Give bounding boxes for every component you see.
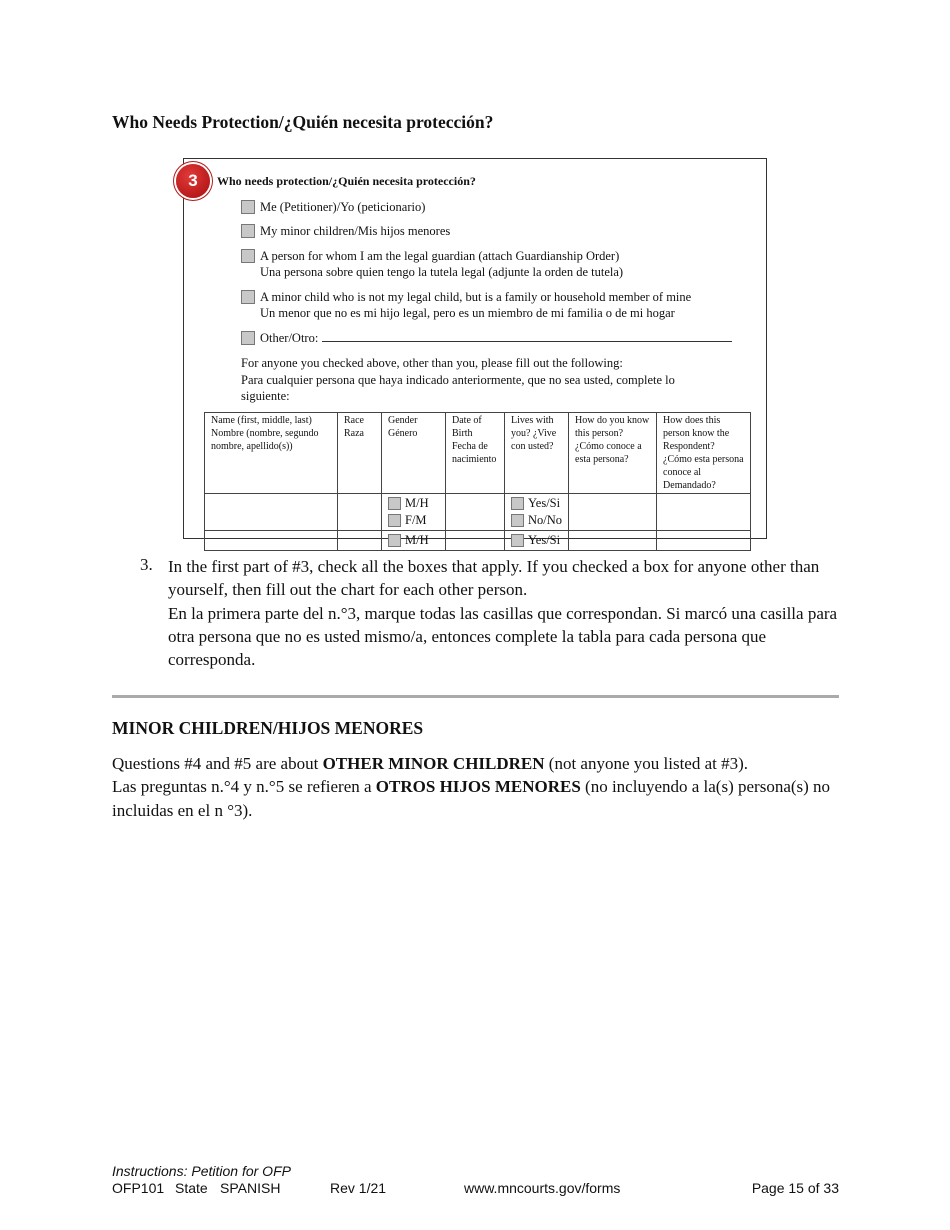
footer-form-id: OFP101 <box>112 1180 165 1196</box>
section-number-badge: 3 <box>176 164 210 198</box>
footer-url[interactable]: www.mncourts.gov/forms <box>464 1180 621 1196</box>
other-blank-line <box>322 330 732 342</box>
header-name: Name (first, middle, last) Nombre (nombre, segundo nombre, apellido(s)) <box>205 413 338 494</box>
checkbox[interactable] <box>241 200 255 214</box>
footer-jurisdiction: State <box>175 1180 208 1196</box>
item-text: In the first part of #3, check all the boxes that apply. If you checked a box for anyone other than yourself, then fill out the chart for each other person. En la primera parte del n.°3, marque todas las casillas que correspondan. Si marcó una casilla para otra persona que no es usted mismo/a, entonces complete la tabla para cada persona que corresponda. <box>168 557 838 670</box>
header-dob: Date of Birth Fecha de nacimiento <box>446 413 505 494</box>
form-option-minor-children: My minor children/Mis hijos menores <box>241 223 450 239</box>
checkbox[interactable] <box>511 514 524 527</box>
item-number: 3. <box>140 555 153 574</box>
checkbox[interactable] <box>388 514 401 527</box>
form-option-other: Other/Otro: <box>241 330 732 346</box>
subsection-body: Questions #4 and #5 are about OTHER MINOR CHILDREN (not anyone you listed at #3). Las preguntas n.°4 y n.°5 se refieren a OTROS HIJOS MENORES (no incluyendo a la(s) persona(s) no incluidas en el n °3). <box>112 754 831 820</box>
footer-page-number: Page 15 of 33 <box>751 1180 839 1196</box>
header-race: Race Raza <box>338 413 382 494</box>
form-excerpt <box>183 158 767 547</box>
checkbox[interactable] <box>241 290 255 304</box>
footer-language: SPANISH <box>220 1180 281 1196</box>
subsection-title: MINOR CHILDREN/HIJOS MENORES <box>112 718 424 738</box>
header-how-know: How do you know this person? ¿Cómo conoce a esta persona? <box>569 413 657 494</box>
checkbox[interactable] <box>388 534 401 547</box>
form-option-guardian: A person for whom I am the legal guardian (attach Guardianship Order) Una persona sobre quien tengo la tutela legal (adjunte la orden de tutela) <box>241 248 623 280</box>
header-respondent: How does this person know the Respondent? ¿Cómo esta persona conoce al Demandado? <box>657 413 751 494</box>
table-row: M/H Yes/Si <box>205 531 751 551</box>
form-instruction: For anyone you checked above, other than you, please fill out the following: Para cualquier persona que haya indicado anteriormente, que no sea usted, complete lo siguiente: <box>241 356 675 403</box>
section-title: Who Needs Protection/¿Quién necesita protección? <box>112 112 494 132</box>
form-option-household-child: A minor child who is not my legal child, but is a family or household member of mine Un menor que no es mi hijo legal, pero es un miembro de mi familia o de mi hogar <box>241 289 691 321</box>
page-footer <box>112 1163 839 1197</box>
checkbox[interactable] <box>241 331 255 345</box>
checkbox[interactable] <box>511 497 524 510</box>
checkbox[interactable] <box>388 497 401 510</box>
header-lives-with: Lives with you? ¿Vive con usted? <box>505 413 569 494</box>
person-table <box>204 412 751 551</box>
checkbox[interactable] <box>511 534 524 547</box>
footer-revision: Rev 1/21 <box>330 1180 387 1196</box>
form-question: Who needs protection/¿Quién necesita protección? <box>217 174 476 188</box>
footer-doc-title: Instructions: Petition for OFP <box>112 1163 291 1179</box>
form-option-petitioner: Me (Petitioner)/Yo (peticionario) <box>241 199 425 215</box>
checkbox[interactable] <box>241 224 255 238</box>
checkbox[interactable] <box>241 249 255 263</box>
divider <box>112 695 839 698</box>
table-row: M/H F/M Yes/Si No/No <box>205 494 751 531</box>
header-gender: Gender Género <box>382 413 446 494</box>
